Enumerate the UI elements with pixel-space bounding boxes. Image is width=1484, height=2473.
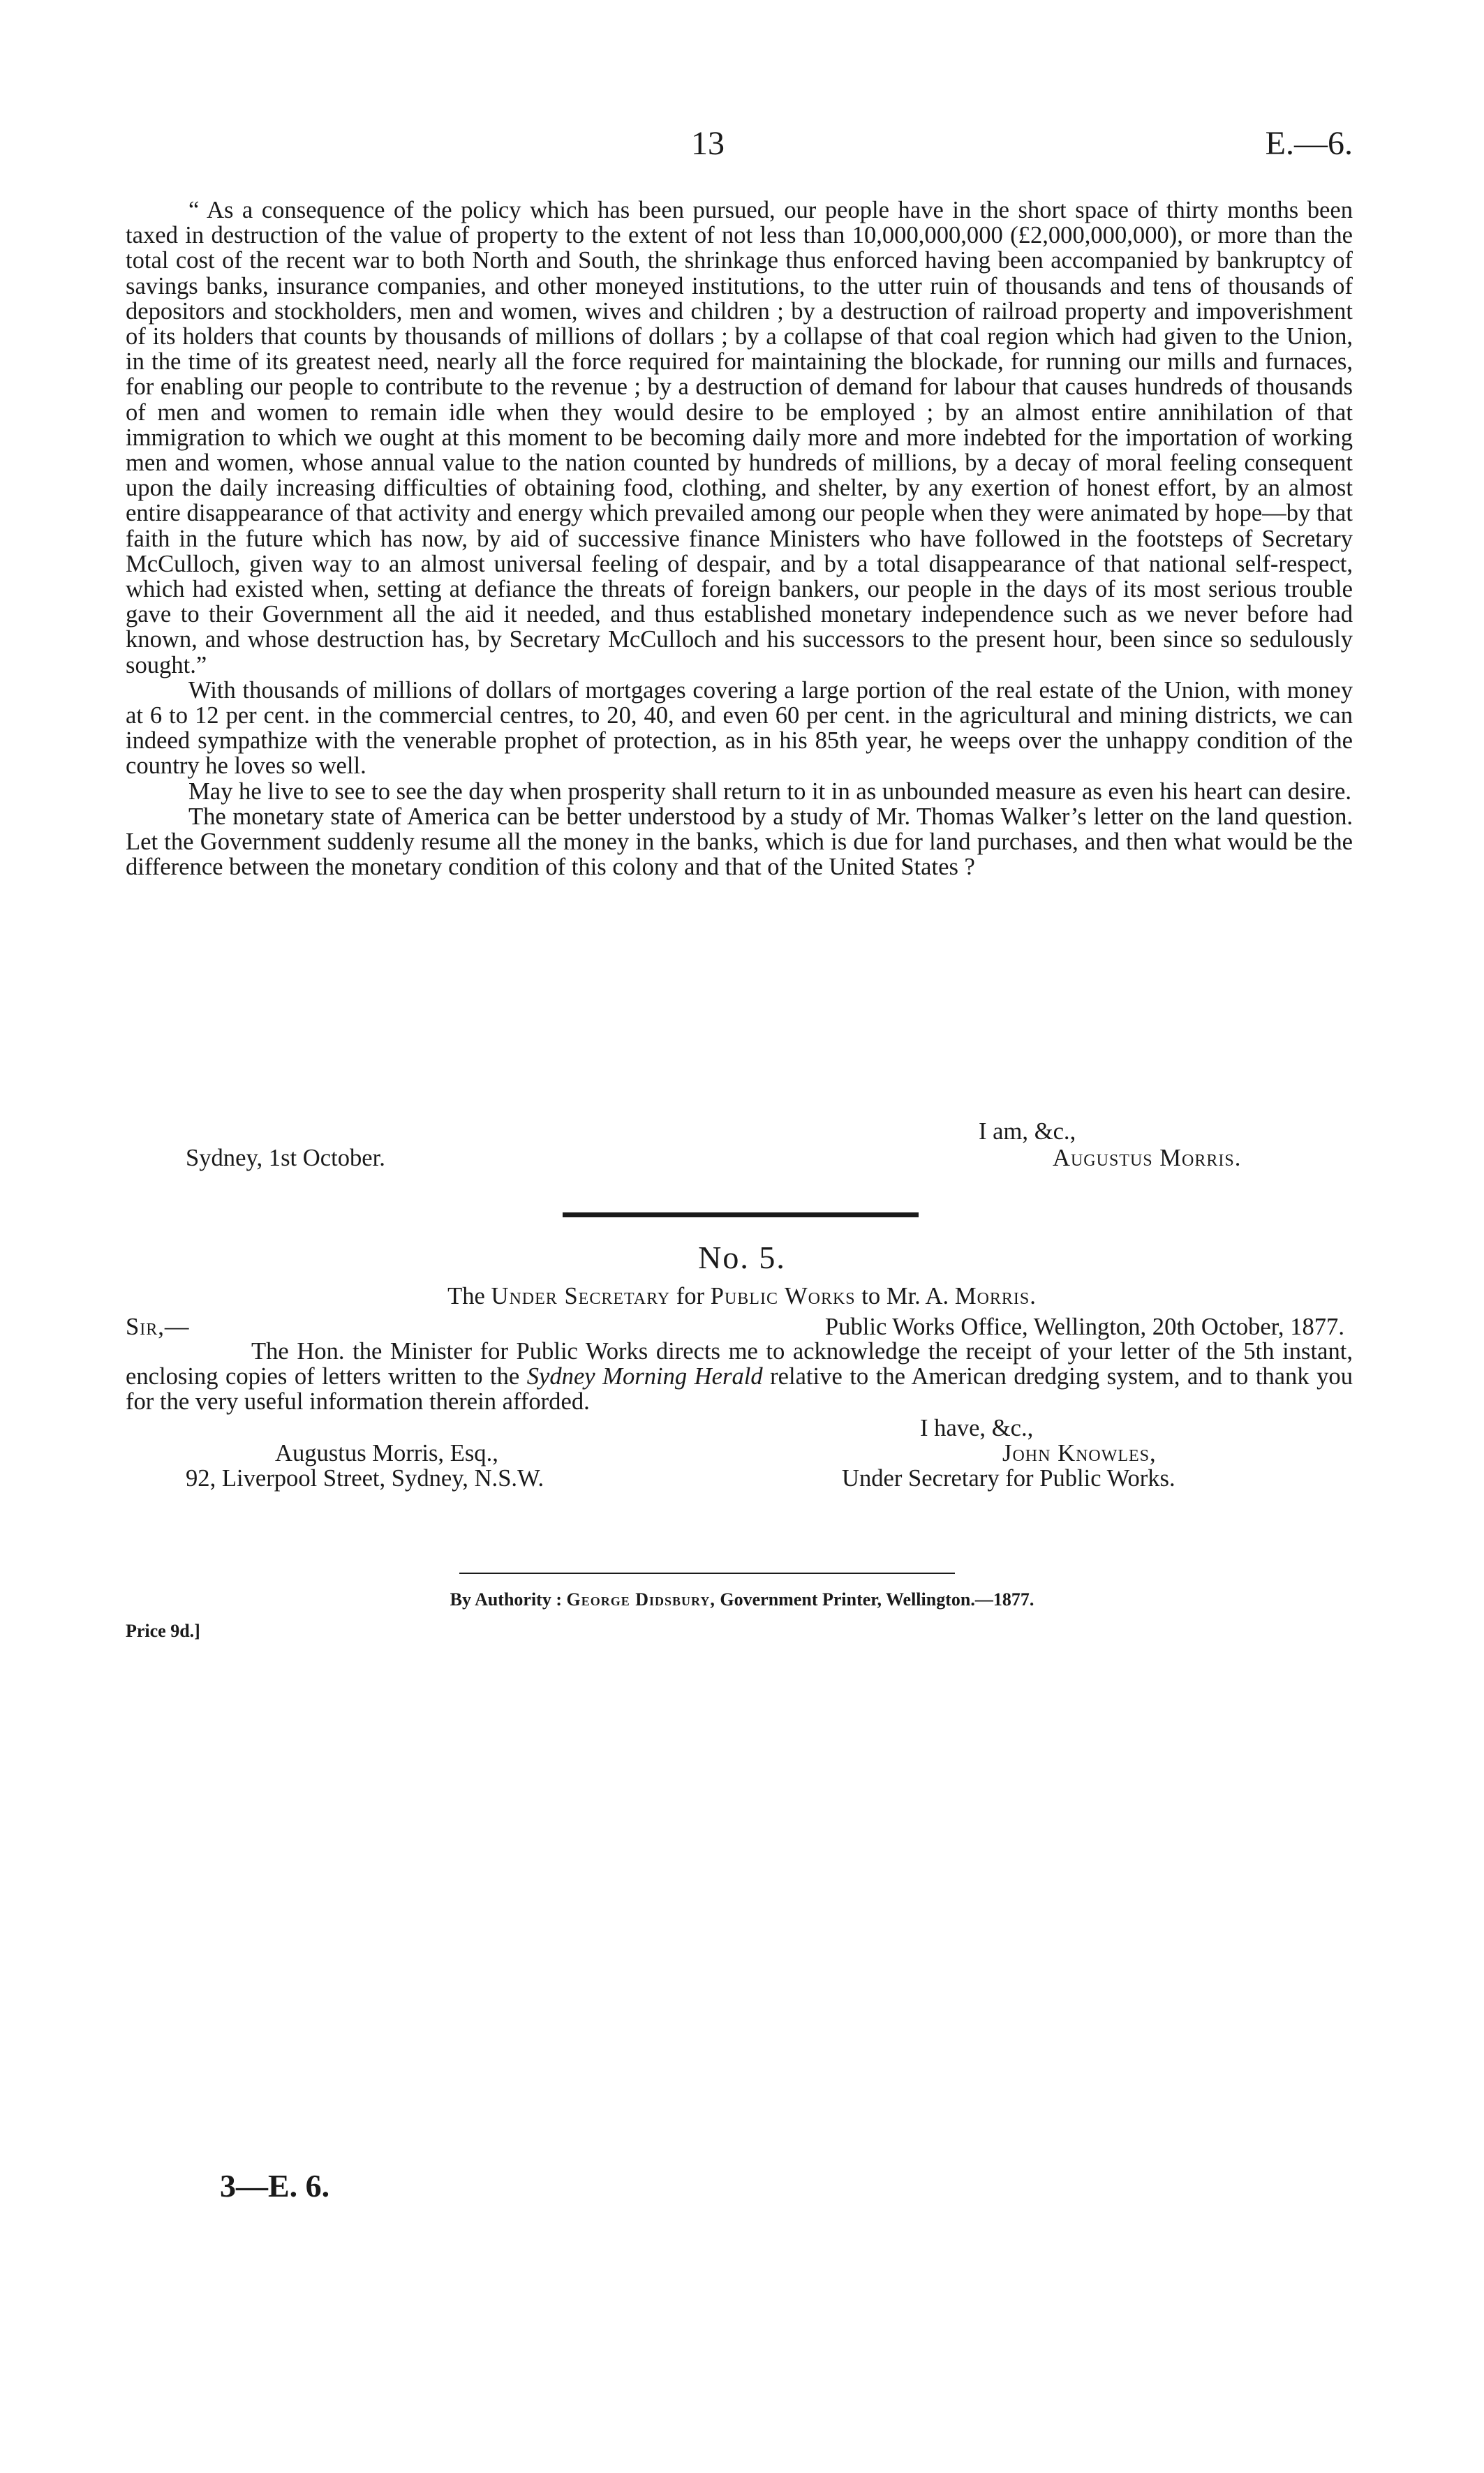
footer-divider: [459, 1573, 955, 1574]
paragraph-mortgages: With thousands of millions of dollars of mortgages covering a large portion of the real estate of the Union, with money at 6 to 12 per cent. in the commercial centres, to 20, 40, and even 60 per cent. in the agricultural and mining districts, we can indeed sympathize with the venerable prophet of protection, as in his 85th year, he weeps over the unhappy condition of the country he loves so well.: [126, 676, 1353, 780]
signatory-title: Under Secretary for Public Works.: [842, 1465, 1175, 1492]
letter-subheading: [0, 1283, 1484, 1310]
place-date: Sydney, 1st October.: [186, 1145, 385, 1171]
page-number: 13: [691, 125, 725, 162]
letter5-paragraph: [126, 1339, 1353, 1415]
subheading-name: Morris.: [954, 1283, 1037, 1309]
price: Price 9d.]: [126, 1621, 200, 1641]
addressee-name: Augustus Morris, Esq.,: [275, 1440, 498, 1466]
closing-i-have: I have, &c.,: [920, 1415, 1034, 1441]
section-divider: [563, 1212, 919, 1217]
paragraph-quote: “ As a consequence of the policy which has been pursued, our people have in the short space of thirty months been taxed in destruction of the value of property to the extent of not less than 10,000,000,000 (£2,000,000,000), or more than the total cost of the recent war to both North and South, the shrinkage thus enforced having been accompanied by bankruptcy of savings banks, insurance companies, and other moneyed institutions, to the utter ruin of thousands and tens of thousands of depositors and stockholders, men and women, wives and children ; by a destruction of railroad property and impoverishment of its holders that counts by thousands of millions of dollars ; by a collapse of that coal region which had given to the Union, in the time of its greatest need, nearly all the force required for maintaining the blockade, for running our mills and furnaces, for enabling our people to contribute to the revenue ; by a destruction of demand for labour that causes hundreds of thousands of men and women to remain idle when they would desire to be employed ; by an almost entire annihilation of that immigration to which we ought at this moment to be becoming daily more and more indebted for the importation of working men and women, whose annual value to the nation counted by hundreds of millions, by a decay of moral feeling consequent upon the daily increasing difficulties of obtaining food, clothing, and shelter, by any exertion of honest effort, by an almost entire disappearance of that activity and energy which prevailed among our people when they were animated by hope—by that faith in the future which has now, by aid of successive finance Ministers who have followed in the footsteps of Secretary McCulloch, given way to an almost universal feeling of despair, and by a total disappearance of that national self-respect, which had existed when, setting at defiance the threats of foreign bankers, our people in the days of its most serious trouble gave to their Government all the aid it needed, and thus established monetary independence such as we never before had known, and whose destruction has, by Secretary McCulloch and his successors to the present hour, been since so sedulously sought.”: [126, 197, 1353, 678]
letter5-body: [126, 1339, 1353, 1415]
subheading-from: Under Secretary: [491, 1283, 671, 1309]
salutation: Sir,—: [126, 1314, 190, 1340]
paragraph-prosperity: May he live to see to see the day when prosperity shall return to it in as unbounded measure as even his heart can desire.: [188, 778, 1351, 805]
closing-i-am: I am, &c.,: [979, 1118, 1076, 1145]
letter5-body-before: The Hon. the Minister for Public Works directs me to acknowledge the receipt of your letter of the 5th instant, enclosing copies of letters written to the: [126, 1338, 1353, 1390]
subheading-mid: for: [670, 1283, 711, 1309]
addressee-address: 92, Liverpool Street, Sydney, N.S.W.: [186, 1465, 544, 1492]
newspaper-title: Sydney Morning Herald: [526, 1363, 763, 1390]
signatory-john-knowles: John Knowles,: [1002, 1440, 1157, 1466]
authority-prefix: By Authority :: [450, 1589, 567, 1610]
printer-name: George Didsbury,: [566, 1589, 715, 1610]
paragraph-monetary-state: The monetary state of America can be better understood by a study of Mr. Thomas Walker’s letter on the land question. Let the Government suddenly resume all the money in the banks, which is due for land purchases, and then what would be the difference between the monetary condition of this colony and that of the United States ?: [126, 803, 1353, 881]
sheet-signature: 3—E. 6.: [220, 2168, 330, 2204]
letter-body: [126, 198, 1353, 879]
document-reference: E.—6.: [1265, 125, 1353, 162]
signatory-augustus-morris: Augustus Morris.: [1053, 1145, 1242, 1171]
letter5-body-after: relative to the American dredging system, and to thank you for the very useful information therein afforded.: [126, 1363, 1353, 1416]
printer-authority: [0, 1589, 1484, 1610]
authority-suffix: Government Printer, Wellington.—1877.: [715, 1589, 1034, 1610]
subheading-dept: Public Works: [710, 1283, 856, 1309]
subheading-prefix: The: [447, 1283, 491, 1309]
subheading-to: to Mr. A.: [855, 1283, 955, 1309]
office-date: Public Works Office, Wellington, 20th October, 1877.: [824, 1314, 1344, 1340]
letter-heading: No. 5.: [698, 1240, 786, 1275]
